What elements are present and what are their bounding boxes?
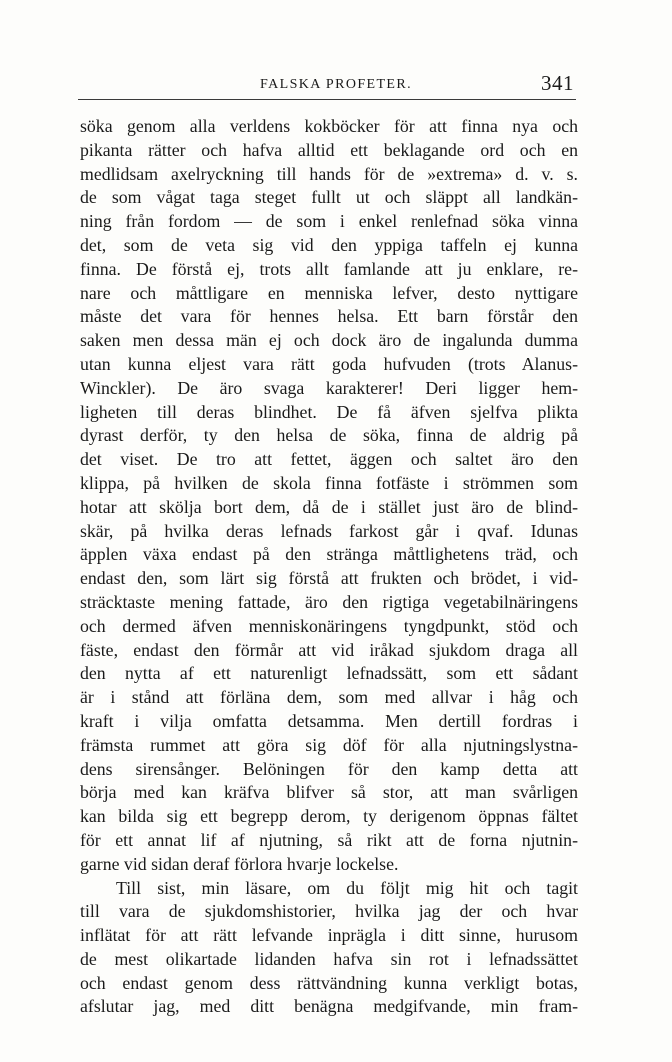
paragraph-start-line: Till sist, min läsare, om du följt mig hit och tagit [116, 877, 578, 898]
running-title: FALSKA PROFETER. [259, 77, 413, 92]
text-line: de som vågat taga steget fullt ut och släppt all landkän- [80, 187, 578, 208]
text-line: kan bilda sig ett begrepp derom, ty derigenom öppnas fältet [80, 806, 578, 827]
text-line: främsta rummet att göra sig döf för alla njutningslystna- [80, 734, 578, 755]
text-line: nare och måttligare en menniska lefver, desto nyttigare [80, 282, 578, 303]
text-line: kraft i vilja omfatta detsamma. Men dertill fordras i [80, 710, 578, 731]
paragraph-end-line: garne vid sidan deraf förlora hvarje lockelse. [80, 853, 399, 874]
text-line: Winckler). De äro svaga karakterer! Deri ligger hem- [80, 377, 578, 398]
text-line: och endast genom dess rättvändning kunna verkligt botas, [80, 972, 578, 993]
text-line: söka genom alla verldens kokböcker för att finna nya och [80, 116, 578, 136]
page-header [76, 70, 576, 98]
text-line: är i stånd att förläna dem, som med allvar i håg och [80, 687, 578, 708]
text-line: sträcktaste mening fattade, äro den rigtiga vegetabilnäringens [80, 591, 578, 612]
text-line: till vara de sjukdomshistorier, hvilka jag der och hvar [80, 901, 578, 922]
text-line: afslutar jag, med ditt benägna medgifvande, min fram- [80, 996, 578, 1017]
text-line: måste det vara för hennes helsa. Ett barn förstår den [80, 306, 578, 327]
text-line: utan kunna eljest vara rätt goda hufvuden (trots Alanus- [80, 353, 578, 374]
text-line: endast den, som lärt sig förstå att frukten och brödet, i vid- [80, 568, 578, 589]
text-line: äpplen växa endast på den stränga måttlighetens träd, och [80, 544, 578, 565]
text-line: dyrast derför, ty den helsa de söka, finna de aldrig på [80, 425, 578, 446]
text-line: och dermed äfven menniskonäringens tyngdpunkt, stöd och [80, 615, 578, 636]
text-line: för ett annat lif af njutning, så rikt att de forna njutnin- [80, 829, 578, 850]
text-line: det viset. De tro att fettet, äggen och saltet äro den [80, 449, 578, 470]
text-line: ning från fordom — de som i enkel renlefnad söka vinna [80, 211, 578, 232]
page-number: 341 [541, 71, 574, 95]
header-rule [78, 99, 576, 100]
text-line: inflätat för att rätt lefvande inprägla i ditt sinne, hurusom [80, 925, 578, 946]
text-line: börja med kan kräfva blifver så stor, att man svårligen [80, 782, 578, 803]
text-line: finna. De förstå ej, trots allt famlande att ju enklare, re- [80, 258, 578, 279]
text-line: medlidsam axelryckning till hands för de »extrema» d. v. s. [80, 163, 578, 184]
text-line: de mest olikartade lidanden hafva sin rot i lefnadssättet [80, 948, 578, 969]
text-line: hotar att skölja bort dem, då de i stället just äro de blind- [80, 496, 578, 517]
text-line: ligheten till deras blindhet. De få äfven sjelfva plikta [80, 401, 578, 422]
body-text [80, 115, 578, 1019]
text-line: den nytta af ett naturenligt lefnadssätt, som ett sådant [80, 663, 578, 684]
text-line: dens sirensånger. Belöningen för den kamp detta att [80, 758, 578, 779]
text-line: skär, på hvilka deras lefnads farkost går i qvaf. Idunas [80, 520, 578, 541]
text-line: klippa, på hvilken de skola finna fotfäste i strömmen som [80, 472, 578, 493]
text-line: pikanta rätter och hafva alltid ett beklagande ord och en [80, 139, 578, 160]
text-line: saken men dessa män ej och dock äro de ingalunda dumma [80, 330, 578, 351]
text-line: det, som de veta sig vid den yppiga taffeln ej kunna [80, 234, 578, 255]
text-line: fäste, endast den förmår att vid iråkad sjukdom draga all [80, 639, 578, 660]
